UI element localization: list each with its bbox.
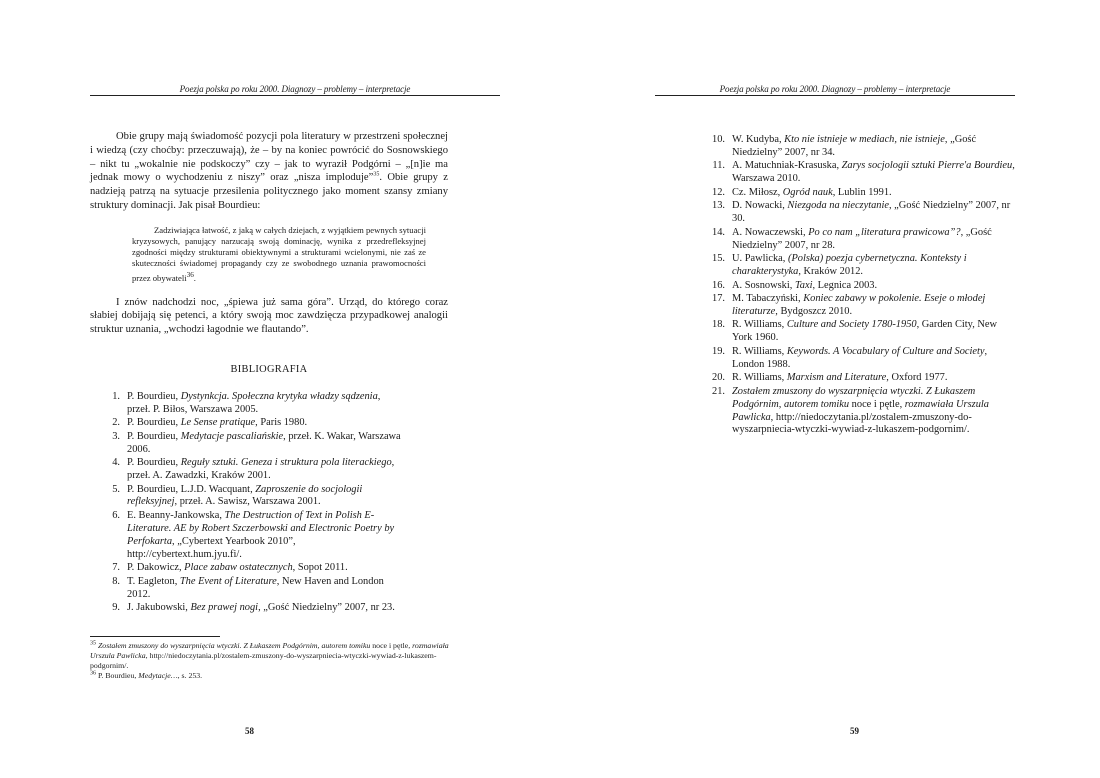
entry-details: , London 1988.: [732, 345, 988, 370]
bibliography-entry: [695, 386, 1017, 438]
entry-author: P. Bourdieu,: [127, 390, 181, 402]
bibliography-entry: [695, 200, 1017, 226]
footnote-title: Zostałem zmuszony do wyszarpnięcia wtyczki. Z Łukaszem Podgórnim, autorem tomiku: [97, 641, 371, 650]
entry-title: Zostałem zmuszony do wyszarpnięcia wtyczki. Z Łukaszem Podgórnim, autorem tomiku: [732, 385, 976, 410]
entry-title: Le Sense pratique: [180, 417, 256, 429]
entry-details: , „Cybertext Yearbook 2010”, http://cybertext.hum.jyu.fi/.: [127, 535, 296, 560]
entry-number: 6.: [112, 509, 120, 521]
entry-title: Ogród nauk: [782, 186, 833, 198]
bibliography-entry: [695, 134, 1017, 160]
entry-title: Culture and Society 1780-1950: [786, 319, 917, 331]
entry-text: [127, 391, 402, 417]
entry-details: , Garden City, New York 1960.: [732, 319, 998, 344]
entry-author: U. Pawlicka,: [732, 253, 788, 265]
page-number: 59: [850, 726, 859, 736]
footnote-rule: [90, 636, 220, 637]
bibliography-entry: [90, 431, 402, 457]
left-page: [40, 0, 540, 778]
entry-number: 11.: [712, 160, 725, 172]
entry-text: [127, 562, 402, 575]
footnote-ref[interactable]: 35: [373, 171, 380, 178]
quote-end: .: [193, 272, 196, 283]
entry-text: [127, 576, 402, 602]
entry-title: The Event of Literature: [179, 575, 277, 587]
entry-number: 2.: [112, 417, 120, 429]
bibliography-entry: [695, 372, 1017, 385]
entry-details: , przeł. K. Wakar, Warszawa 2006.: [127, 430, 401, 455]
entry-author: P. Bourdieu, L.J.D. Wacquant,: [127, 483, 256, 495]
footnote: [90, 641, 450, 671]
entry-author: A. Matuchniak-Krasuska,: [732, 160, 842, 172]
footnote-text: noce i pętle,: [370, 641, 413, 650]
entry-author: T. Eagleton,: [127, 575, 180, 587]
entry-title: Kto nie istnieje w mediach, nie istnieje: [784, 134, 945, 145]
entry-text: [732, 200, 1017, 226]
entry-details: , Warszawa 2010.: [732, 160, 1015, 185]
entry-details: , przeł. P. Biłos, Warszawa 2005.: [127, 390, 381, 415]
entry-details: , Lublin 1991.: [832, 186, 892, 198]
entry-text: [127, 417, 402, 430]
entry-number: 4.: [112, 457, 120, 469]
bibliography-entry: [695, 293, 1017, 319]
entry-author: R. Williams,: [732, 319, 787, 331]
entry-number: 13.: [712, 200, 725, 212]
entry-details: , przeł. A. Sawisz, Warszawa 2001.: [174, 496, 321, 508]
entry-text: [732, 160, 1017, 186]
paragraph-text: . Obie grupy z nadzieją patrzą na sytuacje przesilenia politycznego jako moment szansy zmiany struktury dominacji. Jak pisał Bourdieu:: [90, 172, 448, 211]
entry-author: R. Williams,: [732, 372, 787, 384]
paragraph: [90, 130, 448, 213]
entry-text: [732, 372, 1017, 385]
entry-text: [732, 253, 1017, 279]
quote-text: [132, 225, 426, 284]
entry-author: M. Tabaczyński,: [732, 293, 804, 305]
entry-number: 1.: [112, 390, 120, 402]
entry-number: 8.: [112, 575, 120, 587]
footnotes: [90, 636, 450, 681]
header-rule: [90, 95, 500, 96]
entry-text: [732, 187, 1017, 200]
entry-number: 9.: [112, 602, 120, 614]
entry-title: Keywords. A Vocabulary of Culture and Society: [786, 345, 985, 357]
running-head: Poezja polska po roku 2000. Diagnozy – problemy – interpretacje: [179, 84, 411, 94]
bibliography-list: [90, 391, 402, 615]
entry-title: Taxi: [794, 279, 813, 291]
entry-title: Place zabaw ostatecznych: [184, 562, 293, 574]
footnote-number: 35: [90, 640, 96, 647]
entry-text: [127, 431, 402, 457]
entry-text: [732, 346, 1017, 372]
bibliography-entry: [90, 417, 402, 430]
bibliography-entry: [695, 253, 1017, 279]
entry-author: D. Nowacki,: [732, 200, 788, 212]
right-page: [560, 0, 1060, 778]
entry-details: , Paris 1980.: [255, 417, 308, 429]
entry-author: P. Bourdieu,: [127, 457, 181, 469]
entry-number: 5.: [112, 483, 120, 495]
footnote: [90, 671, 450, 681]
footnote-text: , s. 253.: [177, 671, 203, 680]
bibliography-entry: [695, 319, 1017, 345]
entry-text: [127, 510, 402, 562]
entry-title: (Polska) poezja cybernetyczna. Konteksty i charakterystyka: [732, 253, 967, 278]
entry-details: , http://niedoczytania.pl/zostalem-zmuszony-do-wyszarpniecia-wtyczki-wywiad-z-lukaszem-podgornim/.: [732, 411, 972, 436]
bibliography-entry: [695, 280, 1017, 293]
running-head: Poezja polska po roku 2000. Diagnozy – problemy – interpretacje: [719, 84, 951, 94]
entry-author: P. Dakowicz,: [127, 562, 185, 574]
paragraph-text: Obie grupy mają świadomość pozycji pola literatury w przestrzeni społecznej i wiedzą (czy choćby: przeczuwają), że – by na koniec powrócić do Sosnowskiego – nikt tu „wokalnie nie podskoczy” czy – jak to wyraził Podgórni – „[n]ie ma jednak mowy o wychodzeniu z niszy” oraz „nisza imploduje”: [90, 131, 448, 184]
quote-body: Zadziwiająca łatwość, z jaką w całych dziejach, z wyjątkiem pewnych sytuacji kryzysowych, panujący narzucają swoją dominację, wynika z przedrefleksyjnej zgodności między strukturami obiektywnymi a strukturami wcielonymi, nie zaś ze skuteczności świadomej propagandy czy ze swobodnego uznania prawomocności przez obywateli: [132, 224, 426, 283]
paragraph: I znów nadchodzi noc, „śpiewa już sama góra”. Urząd, do którego coraz słabiej dobijają się petenci, a który swoją moc zawdzięcza przypadkowej analogii struktur uznania, „wchodzi łagodnie we flautando”.: [90, 296, 448, 336]
entry-title: Reguły sztuki. Geneza i struktura pola literackiego: [180, 457, 392, 469]
header-rule: [655, 95, 1015, 96]
entry-author: A. Sosnowski,: [732, 279, 795, 291]
entry-text: [732, 227, 1017, 253]
entry-details: , New Haven and London 2012.: [127, 575, 384, 600]
entry-text: [127, 457, 402, 483]
block-quote: [132, 225, 426, 284]
page-number: 58: [245, 726, 254, 736]
left-body: [90, 130, 448, 616]
entry-details: , „Gość Niedzielny” 2007, nr 28.: [732, 226, 992, 251]
entry-text: [127, 602, 402, 615]
entry-details: , „Gość Niedzielny” 2007, nr 30.: [732, 200, 1011, 225]
entry-number: 3.: [112, 430, 120, 442]
entry-details: , „Gość Niedzielny” 2007, nr 23.: [258, 602, 395, 614]
entry-text: [732, 386, 1017, 438]
entry-text: [732, 293, 1017, 319]
bibliography-entry: [90, 391, 402, 417]
entry-details: noce i pętle,: [849, 398, 905, 410]
bibliography-entry: [90, 510, 402, 562]
entry-title: rozmawiała Urszula Pawlicka: [732, 398, 989, 423]
entry-details: , „Gość Niedzielny” 2007, nr 34.: [732, 134, 977, 158]
entry-title: Bez prawej nogi: [190, 602, 259, 614]
entry-title: The Destruction of Text in Polish E-Literature. AE by Robert Szczerbowski and Electronic Poetry by Perfokarta: [127, 509, 395, 547]
entry-number: 7.: [112, 562, 120, 574]
bibliography-entry: [90, 457, 402, 483]
bibliography-title: BIBLIOGRAFIA: [230, 364, 308, 376]
entry-title: Koniec zabawy w pokolenie. Eseje o młodej literaturze: [732, 293, 986, 317]
entry-number: 16.: [712, 279, 725, 291]
entry-title: Zaproszenie do socjologii refleksyjnej: [127, 483, 363, 508]
footnote-text: , http://niedoczytania.pl/zostalem-zmuszony-do-wyszarpniecia-wtyczki-wywiad-z-lukaszem-podgornim/.: [90, 651, 437, 670]
entry-details: , przeł. A. Zawadzki, Kraków 2001.: [127, 457, 395, 482]
entry-author: J. Jakubowski,: [127, 602, 191, 614]
entry-author: W. Kudyba,: [732, 134, 785, 145]
entry-details: , Kraków 2012.: [798, 266, 864, 278]
entry-author: R. Williams,: [732, 345, 787, 357]
footnote-text: P. Bourdieu,: [97, 671, 139, 680]
entry-title: Marxism and Literature: [786, 372, 887, 384]
entry-author: P. Bourdieu,: [127, 430, 181, 442]
entry-text: [732, 280, 1017, 293]
entry-author: E. Beanny-Jankowska,: [127, 509, 225, 521]
entry-number: 15.: [712, 253, 725, 265]
bibliography-entry: [695, 187, 1017, 200]
entry-details: , Legnica 2003.: [812, 279, 878, 291]
bibliography-list: [695, 134, 1017, 438]
entry-number: 17.: [712, 293, 725, 305]
entry-title: Medytacje pascaliańskie: [180, 430, 284, 442]
bibliography-entry: [90, 484, 402, 510]
bibliography-entry: [90, 602, 402, 615]
footnote-number: 36: [90, 670, 96, 677]
entry-number: 14.: [712, 226, 725, 238]
entry-title: Dystynkcja. Społeczna krytyka władzy sądzenia: [180, 390, 378, 402]
entry-author: A. Nowaczewski,: [732, 226, 809, 238]
entry-author: P. Bourdieu,: [127, 417, 181, 429]
entry-title: Niezgoda na nieczytanie: [787, 200, 889, 212]
bibliography-entry: [695, 346, 1017, 372]
entry-text: [732, 319, 1017, 345]
footnote-ref[interactable]: 36: [186, 270, 194, 279]
entry-author: Cz. Miłosz,: [732, 186, 783, 198]
entry-details: , Oxford 1977.: [886, 372, 948, 384]
footnote-title: rozmawiała Urszula Pawlicka: [90, 641, 449, 660]
entry-text: [127, 484, 402, 510]
entry-number: 19.: [712, 345, 725, 357]
bibliography-entry: [695, 160, 1017, 186]
entry-title: Zarys socjologii sztuki Pierre'a Bourdieu: [841, 160, 1013, 172]
entry-title: Po co nam „literatura prawicowa”?: [808, 226, 961, 238]
footnote-title: Medytacje…: [138, 671, 178, 680]
entry-number: 20.: [712, 372, 725, 384]
entry-number: 12.: [712, 186, 725, 198]
entry-number: 21.: [712, 385, 725, 397]
entry-text: [732, 134, 1017, 160]
bibliography-entry: [695, 227, 1017, 253]
bibliography-entry: [90, 576, 402, 602]
entry-number: 10.: [712, 134, 725, 145]
entry-details: , Sopot 2011.: [292, 562, 348, 574]
entry-number: 18.: [712, 319, 725, 331]
bibliography-entry: [90, 562, 402, 575]
entry-details: , Bydgoszcz 2010.: [775, 305, 853, 317]
footnote-list: [90, 641, 450, 681]
